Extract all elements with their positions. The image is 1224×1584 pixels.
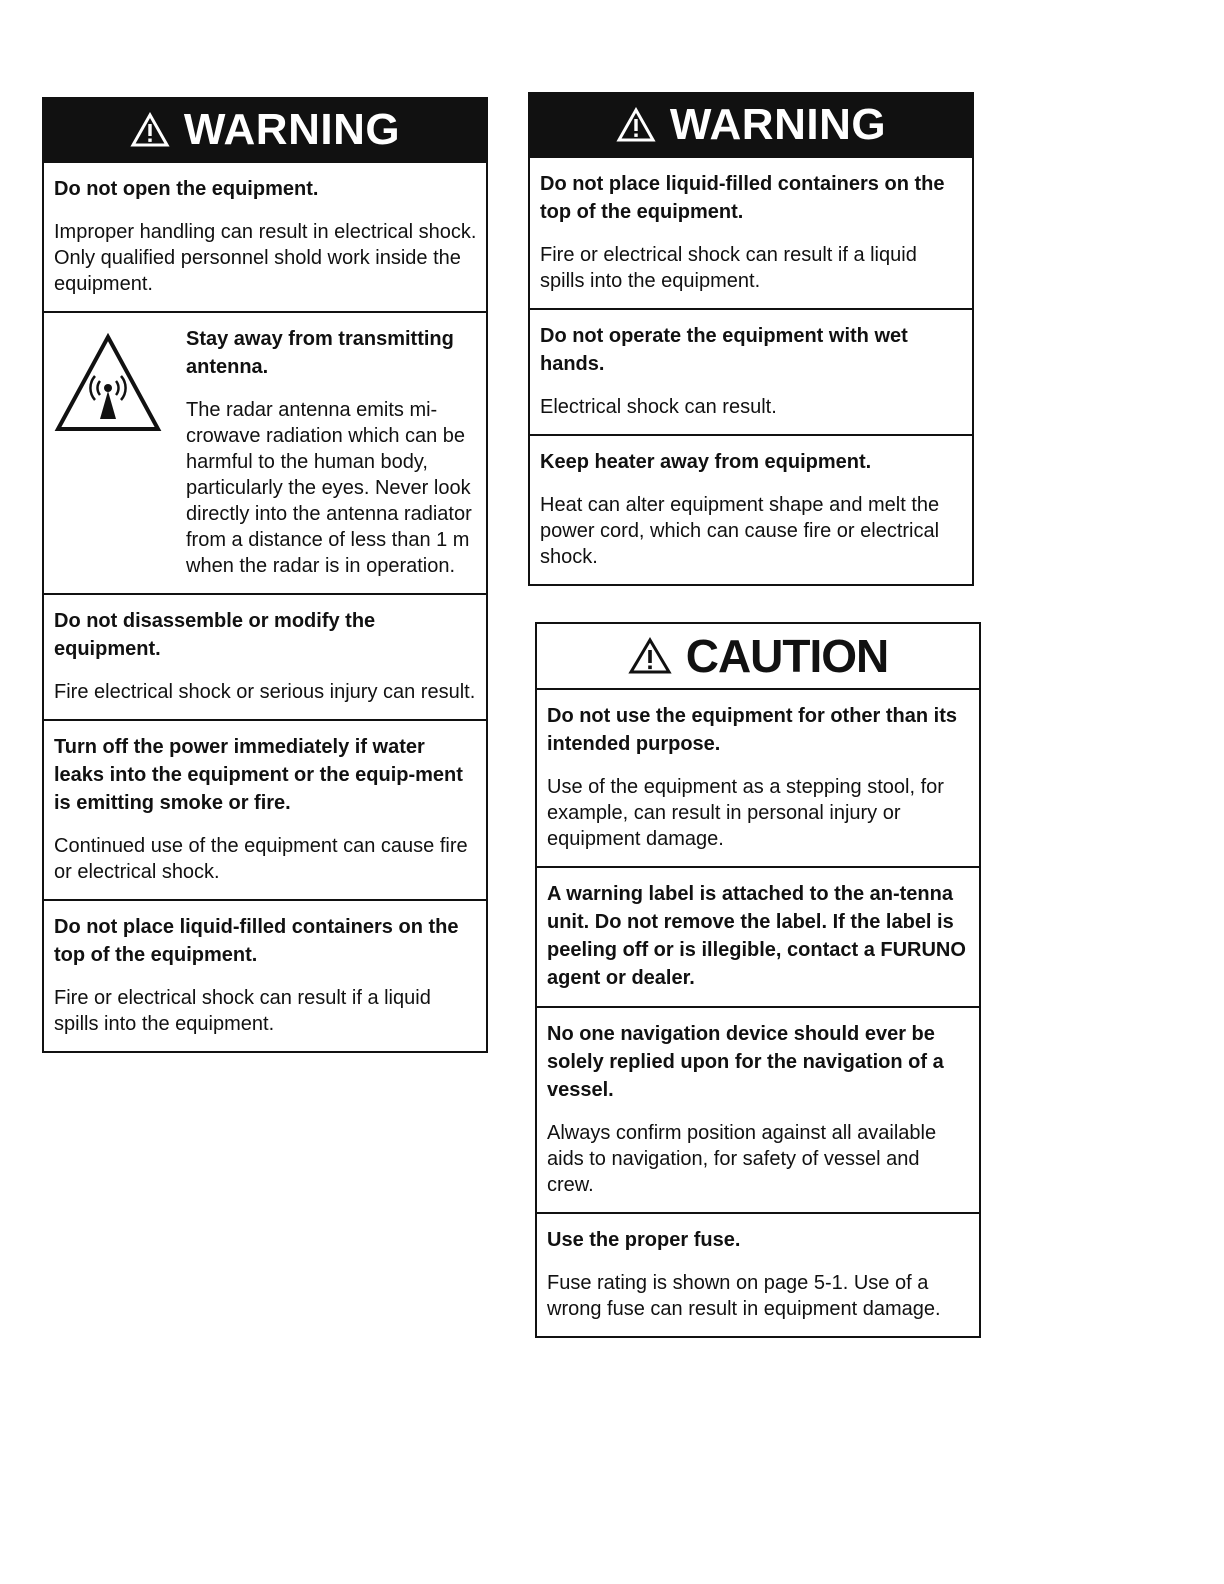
caution-section-label [537,866,979,1006]
section-body: Always confirm position against all available aids to navigation, for safety of vessel and crew. [547,1122,937,1196]
warning-section-liquid [530,158,972,308]
section-body: Fire or electrical shock can result if a liquid spills into the equipment. [54,987,431,1035]
right-warning-panel [528,92,974,586]
section-title: Do not place liquid-filled containers on the top of the equipment. [540,173,945,223]
warning-header-label: WARNING [183,105,401,154]
left-warning-panel [42,97,488,1053]
warning-section-antenna [44,311,486,593]
caution-panel [535,622,981,1338]
section-title: Use the proper fuse. [547,1229,741,1251]
caution-header [537,624,979,690]
warning-triangle-icon [130,112,170,148]
warning-section-disassemble [44,593,486,719]
warning-section-wet-hands [530,308,972,434]
section-title: Stay away from transmitting antenna. [186,328,454,378]
warning-section-heater [530,434,972,584]
warning-header [44,99,486,163]
section-body: Fuse rating is shown on page 5-1. Use of a wrong fuse can result in equipment damage. [547,1272,941,1320]
section-title: Turn off the power immediately if water leaks into the equipment or the equip-ment is emitting smoke or fire. [54,736,463,814]
section-title: No one navigation device should ever be solely replied upon for the navigation of a vessel. [547,1023,944,1101]
warning-section-power-off [44,719,486,899]
section-body: Heat can alter equipment shape and melt the power cord, which can cause fire or electrical shock. [540,494,940,568]
section-body: Electrical shock can result. [540,396,777,418]
section-body: Fire or electrical shock can result if a liquid spills into the equipment. [540,244,917,292]
section-title: Do not open the equipment. [54,178,319,200]
caution-triangle-icon [628,637,672,675]
section-body: Improper handling can result in electrical shock. Only qualified personnel shold work inside the equipment. [54,221,477,295]
caution-section-navigation [537,1006,979,1212]
caution-section-fuse [537,1212,979,1336]
section-body: The radar antenna emits mi-crowave radiation which can be harmful to the human body, particularly the eyes. Never look directly into the antenna radiator from a distance of less than 1 m when the radar is in operation. [186,399,472,577]
section-body: Continued use of the equipment can cause fire or electrical shock. [54,835,468,883]
section-title: Do not disassemble or modify the equipment. [54,610,376,660]
section-title: Do not place liquid-filled containers on the top of the equipment. [54,916,459,966]
section-title: Do not use the equipment for other than its intended purpose. [547,705,957,755]
warning-triangle-icon [616,107,656,143]
warning-section-liquid [44,899,486,1051]
caution-header-label: CAUTION [685,630,889,682]
warning-header [530,94,972,158]
section-title: Do not operate the equipment with wet hands. [540,325,908,375]
section-title: A warning label is attached to the an-tenna unit. Do not remove the label. If the label is peeling off or is illegible, contact a FURUNO agent or dealer. [547,883,966,989]
section-body: Use of the equipment as a stepping stool, for example, can result in personal injury or equipment damage. [547,776,944,850]
warning-header-label: WARNING [669,100,887,149]
warning-section-open [44,163,486,311]
section-body: Fire electrical shock or serious injury can result. [54,681,476,703]
section-title: Keep heater away from equipment. [540,451,872,473]
radiation-warning-icon [54,325,174,579]
caution-section-purpose [537,690,979,866]
